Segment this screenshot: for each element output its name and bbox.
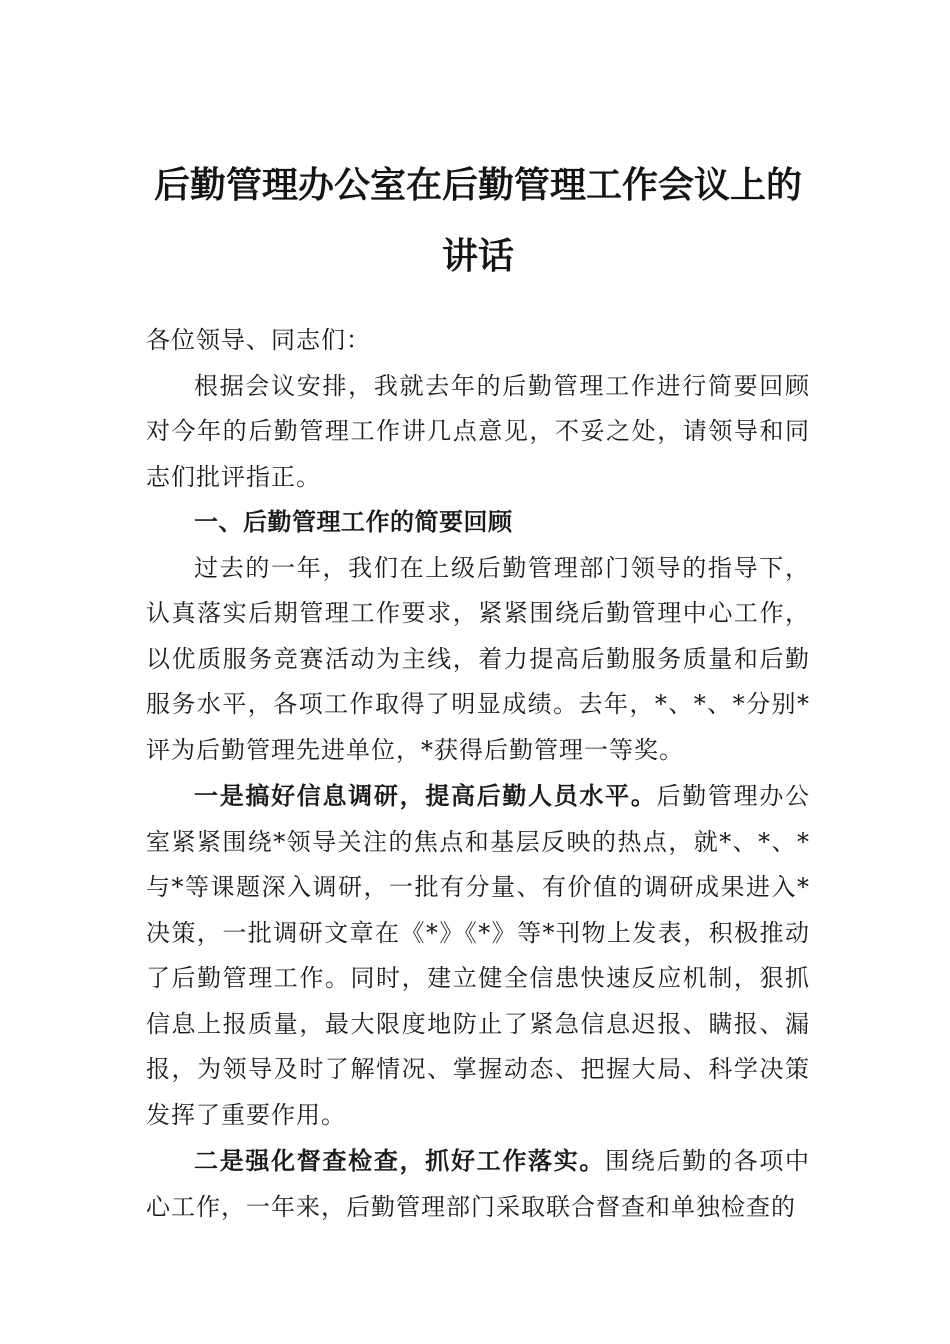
point-1-paragraph <box>146 773 810 1138</box>
title-line-2: 讲话 <box>441 236 514 277</box>
document-page <box>146 150 810 1230</box>
point-2-paragraph <box>146 1138 810 1230</box>
salutation: 各位领导、同志们： <box>146 326 371 354</box>
point-1-lead: 一是搞好信息调研，提高后勤人员水平。 <box>194 781 657 810</box>
point-2-body: 围绕后勤的各项中心工作，一年来，后勤管理部门采取联合督查和单独检查的 <box>146 1147 811 1221</box>
section-heading-1: 一、后勤管理工作的简要回顾 <box>194 508 513 536</box>
point-2-lead: 二是强化督查检查，抓好工作落实。 <box>194 1146 606 1175</box>
document-body <box>146 318 810 1230</box>
intro-paragraph: 根据会议安排，我就去年的后勤管理工作进行简要回顾对今年的后勤管理工作讲几点意见，不妥之处，请领导和同志们批评指正。 <box>146 371 810 491</box>
section-1-paragraph: 过去的一年，我们在上级后勤管理部门领导的指导下，认真落实后期管理工作要求，紧紧围绕后勤管理中心工作，以优质服务竞赛活动为主线，着力提高后勤服务质量和后勤服务水平，各项工作取得了明显成绩。去年，*、*、*分别*评为后勤管理先进单位，*获得后勤管理一等奖。 <box>146 553 810 764</box>
point-1-body: 后勤管理办公室紧紧围绕*领导关注的焦点和基层反映的热点，就*、*、*与*等课题深入调研，一批有分量、有价值的调研成果进入*决策，一批调研文章在《*》《*》等*刊物上发表，积极推动了后勤管理工作。同时，建立健全信患快速反应机制，狠抓信息上报质量，最大限度地防止了紧急信息迟报、瞒报、漏报，为领导及时了解情况、掌握动态、把握大局、科学决策发挥了重要作用。 <box>146 782 811 1129</box>
title-line-1: 后勤管理办公室在后勤管理工作会议上的 <box>153 165 802 206</box>
document-title <box>146 150 810 292</box>
